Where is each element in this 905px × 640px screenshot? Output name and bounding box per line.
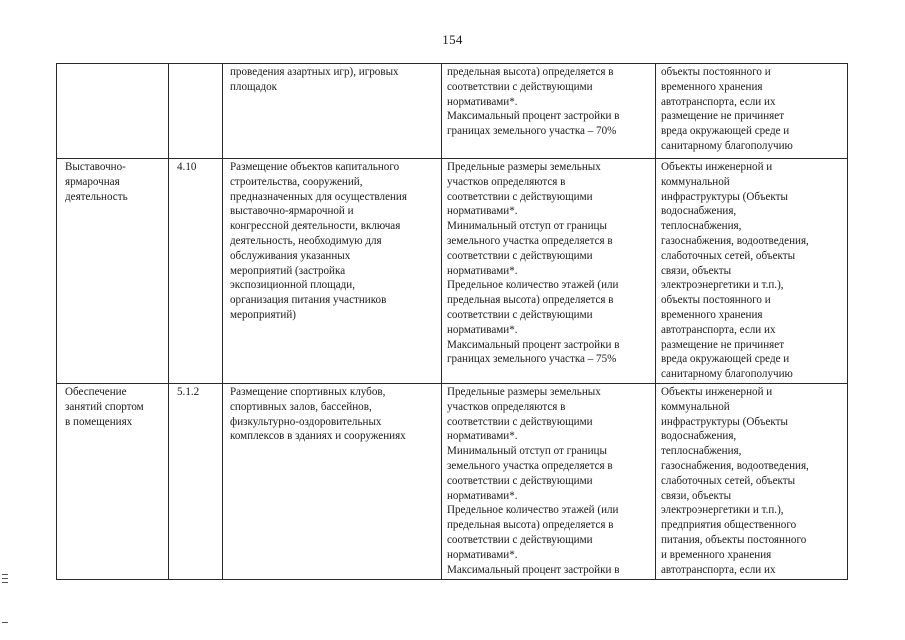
auxiliary-uses-line: вреда окружающей среде и bbox=[661, 353, 790, 366]
land-use-table bbox=[56, 63, 848, 580]
description-line: конгрессной деятельности, включая bbox=[230, 220, 401, 233]
parameters-line: Минимальный отступ от границы bbox=[447, 445, 607, 458]
description-line: деятельность, необходимую для bbox=[230, 234, 382, 247]
parameters-line: Минимальный отступ от границы bbox=[447, 220, 607, 233]
description-line: комплексов в зданиях и сооружениях bbox=[230, 430, 406, 443]
auxiliary-uses-line: автотранспорта, если их bbox=[661, 323, 776, 336]
description-line: Размещение объектов капитального bbox=[230, 161, 400, 173]
parameters-line: Максимальный процент застройки в bbox=[447, 563, 620, 576]
scan-margin-dash bbox=[2, 622, 8, 623]
auxiliary-uses-line: связи, объекты bbox=[661, 264, 732, 277]
parameters-line: земельного участка определяется в bbox=[447, 459, 613, 472]
auxiliary-uses-line: теплоснабжения, bbox=[661, 445, 742, 458]
parameters-line: земельного участка определяется в bbox=[447, 234, 613, 247]
auxiliary-uses-line: временного хранения bbox=[661, 80, 763, 93]
auxiliary-uses-cell bbox=[656, 159, 848, 384]
description-line: мероприятий (застройка bbox=[230, 264, 346, 277]
auxiliary-uses-cell bbox=[656, 64, 848, 159]
parameters-line: нормативами*. bbox=[447, 323, 518, 336]
auxiliary-uses-line: инфраструктуры (Объекты bbox=[661, 415, 788, 428]
parameters-line: Предельное количество этажей (или bbox=[447, 504, 619, 517]
description-line: спортивных залов, бассейнов, bbox=[230, 400, 372, 413]
auxiliary-uses-line: инфраструктуры (Объекты bbox=[661, 190, 788, 203]
parameters-line: границах земельного участка – 70% bbox=[447, 125, 617, 138]
land-use-code: 4.10 bbox=[177, 161, 197, 173]
page-number: 154 bbox=[442, 32, 463, 47]
auxiliary-uses-line: газоснабжения, водоотведения, bbox=[661, 234, 809, 247]
description-line: строительства, сооружений, bbox=[230, 175, 363, 188]
land-use-description-cell bbox=[223, 64, 442, 159]
auxiliary-uses-line: коммунальной bbox=[661, 175, 730, 188]
parameters-line: соответствии с действующими bbox=[447, 80, 593, 93]
parameters-line: предельная высота) определяется в bbox=[447, 294, 614, 307]
auxiliary-uses-line: слаботочных сетей, объекты bbox=[661, 249, 796, 262]
scan-margin-marks bbox=[2, 574, 8, 586]
parameters-line: Предельное количество этажей (или bbox=[447, 279, 619, 292]
land-use-name-line: Выставочно- bbox=[65, 161, 126, 173]
description-line: физкультурно-оздоровительных bbox=[230, 415, 382, 428]
auxiliary-uses-line: Объекты инженерной и bbox=[661, 161, 773, 173]
description-line: организация питания участников bbox=[230, 294, 387, 307]
land-use-code-cell bbox=[169, 64, 223, 159]
description-line: мероприятий) bbox=[230, 308, 296, 321]
auxiliary-uses-line: временного хранения bbox=[661, 308, 763, 321]
auxiliary-uses-line: теплоснабжения, bbox=[661, 220, 742, 233]
building-parameters-cell bbox=[442, 159, 656, 384]
parameters-line: границах земельного участка – 75% bbox=[447, 353, 617, 366]
parameters-line: участков определяются в bbox=[447, 175, 566, 188]
auxiliary-uses-line: электроэнергетики и т.п.), bbox=[661, 504, 784, 517]
building-parameters-cell bbox=[442, 384, 656, 580]
auxiliary-uses-line: санитарному благополучию bbox=[661, 139, 793, 152]
land-use-name-line: занятий спортом bbox=[65, 400, 144, 413]
parameters-line: соответствии с действующими bbox=[447, 190, 593, 203]
parameters-line: соответствии с действующими bbox=[447, 308, 593, 321]
auxiliary-uses-line: питания, объекты постоянного bbox=[661, 533, 807, 546]
land-use-code: 5.1.2 bbox=[177, 386, 200, 398]
parameters-line: соответствии с действующими bbox=[447, 249, 593, 262]
description-line: Размещение спортивных клубов, bbox=[230, 386, 386, 398]
parameters-line: соответствии с действующими bbox=[447, 474, 593, 487]
auxiliary-uses-line: автотранспорта, если их bbox=[661, 95, 776, 108]
parameters-line: нормативами*. bbox=[447, 264, 518, 277]
parameters-line: соответствии с действующими bbox=[447, 533, 593, 546]
auxiliary-uses-line: водоснабжения, bbox=[661, 430, 737, 443]
auxiliary-uses-line: Объекты инженерной и bbox=[661, 386, 773, 398]
auxiliary-uses-line: коммунальной bbox=[661, 400, 730, 413]
parameters-line: нормативами*. bbox=[447, 548, 518, 561]
parameters-line: Предельные размеры земельных bbox=[447, 386, 601, 398]
auxiliary-uses-line: объекты постоянного и bbox=[661, 294, 771, 307]
land-use-name-cell bbox=[57, 159, 169, 384]
auxiliary-uses-line: размещение не причиняет bbox=[661, 110, 785, 123]
land-use-code-cell bbox=[169, 384, 223, 580]
auxiliary-uses-line: размещение не причиняет bbox=[661, 338, 785, 351]
parameters-line: участков определяются в bbox=[447, 400, 566, 413]
table-row bbox=[57, 64, 848, 159]
description-line: предназначенных для осуществления bbox=[230, 190, 407, 203]
building-parameters-cell bbox=[442, 64, 656, 159]
auxiliary-uses-line: предприятия общественного bbox=[661, 519, 797, 532]
table-row bbox=[57, 159, 848, 384]
auxiliary-uses-line: санитарному благополучию bbox=[661, 368, 793, 381]
parameters-line: Предельные размеры земельных bbox=[447, 161, 601, 173]
description-line: проведения азартных игр), игровых bbox=[230, 66, 399, 78]
parameters-line: Максимальный процент застройки в bbox=[447, 110, 620, 123]
land-use-code-cell bbox=[169, 159, 223, 384]
parameters-line: предельная высота) определяется в bbox=[447, 519, 614, 532]
parameters-line: нормативами*. bbox=[447, 489, 518, 502]
auxiliary-uses-line: водоснабжения, bbox=[661, 205, 737, 218]
parameters-line: предельная высота) определяется в bbox=[447, 66, 614, 78]
parameters-line: нормативами*. bbox=[447, 430, 518, 443]
parameters-line: соответствии с действующими bbox=[447, 415, 593, 428]
auxiliary-uses-cell bbox=[656, 384, 848, 580]
land-use-name-cell bbox=[57, 64, 169, 159]
parameters-line: нормативами*. bbox=[447, 205, 518, 218]
land-use-name-cell bbox=[57, 384, 169, 580]
land-use-name-line: деятельность bbox=[65, 190, 128, 203]
land-use-name-line: Обеспечение bbox=[65, 386, 127, 398]
description-line: экспозиционной площади, bbox=[230, 279, 355, 292]
table-row bbox=[57, 384, 848, 580]
auxiliary-uses-line: объекты постоянного и bbox=[661, 66, 771, 78]
description-line: выставочно-ярмарочной и bbox=[230, 205, 354, 218]
land-use-name-line: в помещениях bbox=[65, 415, 133, 428]
description-line: площадок bbox=[230, 80, 278, 93]
description-line: обслуживания указанных bbox=[230, 249, 351, 262]
parameters-line: нормативами*. bbox=[447, 95, 518, 108]
auxiliary-uses-line: связи, объекты bbox=[661, 489, 732, 502]
auxiliary-uses-line: вреда окружающей среде и bbox=[661, 125, 790, 138]
auxiliary-uses-line: автотранспорта, если их bbox=[661, 563, 776, 576]
land-use-description-cell bbox=[223, 384, 442, 580]
land-use-description-cell bbox=[223, 159, 442, 384]
auxiliary-uses-line: газоснабжения, водоотведения, bbox=[661, 459, 809, 472]
auxiliary-uses-line: электроэнергетики и т.п.), bbox=[661, 279, 784, 292]
auxiliary-uses-line: слаботочных сетей, объекты bbox=[661, 474, 796, 487]
parameters-line: Максимальный процент застройки в bbox=[447, 338, 620, 351]
land-use-name-line: ярмарочная bbox=[65, 175, 120, 188]
auxiliary-uses-line: и временного хранения bbox=[661, 548, 772, 561]
